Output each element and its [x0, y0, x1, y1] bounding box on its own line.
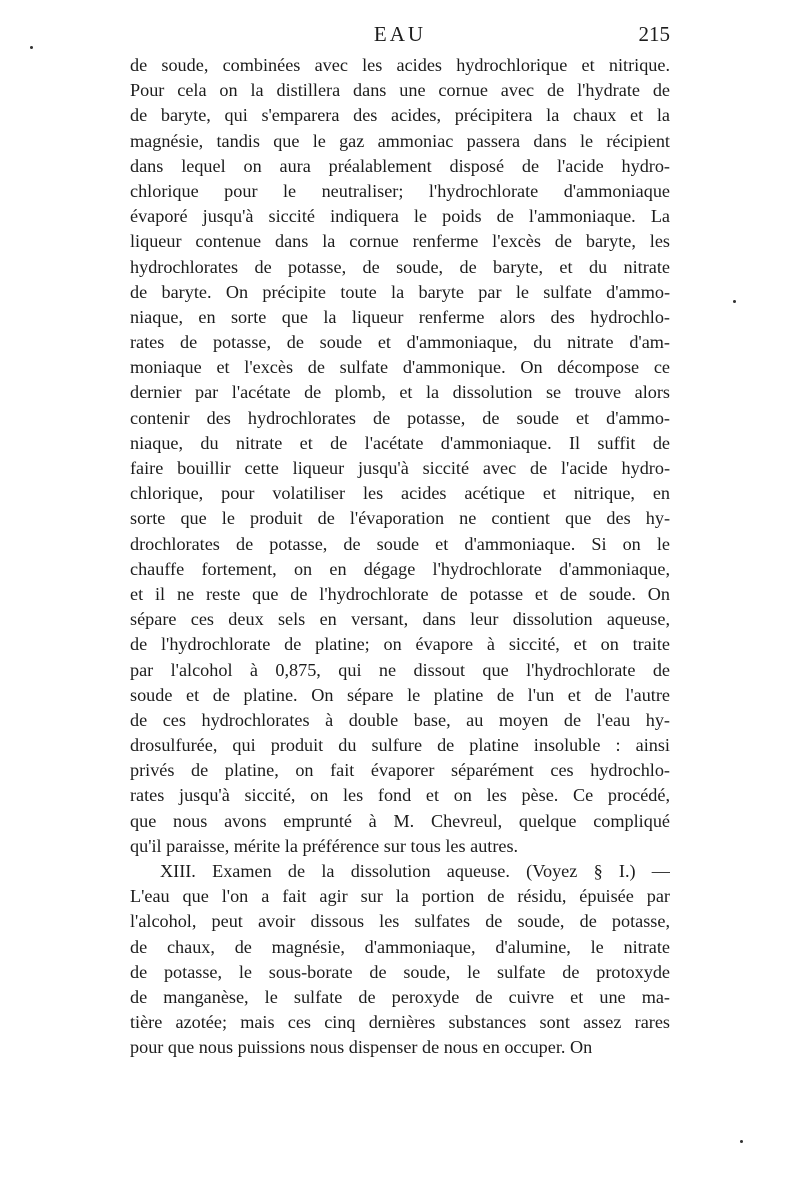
text-line: chlorique, pour volatiliser les acides acétique et nitrique, en [130, 483, 670, 504]
text-line: sorte que le produit de l'évaporation ne contient que des hy- [130, 508, 670, 529]
text-line: de l'hydrochlorate de platine; on évapore à siccité, et on traite [130, 634, 670, 655]
text-line: qu'il paraisse, mérite la préférence sur tous les autres. [130, 835, 519, 856]
text-line: de potasse, le sous-borate de soude, le sulfate de protoxyde [130, 961, 670, 982]
page-number: 215 [638, 22, 670, 46]
text-line: de ces hydrochlorates à double base, au moyen de l'eau hy- [130, 709, 670, 730]
scan-speck [733, 300, 736, 303]
body-text [130, 53, 670, 1061]
text-line: soude et de platine. On sépare le platine de l'un et de l'autre [130, 684, 670, 705]
text-line: hydrochlorates de potasse, de soude, de baryte, et du nitrate [130, 256, 670, 277]
text-line: sépare ces deux sels en versant, dans leur dissolution aqueuse, [130, 609, 670, 630]
text-line: contenir des hydrochlorates de potasse, de soude et d'ammo- [130, 407, 670, 428]
text-line: et il ne reste que de l'hydrochlorate de potasse et de soude. On [130, 583, 670, 604]
paragraph-analysis [130, 53, 670, 859]
text-line: évaporé jusqu'à siccité indiquera le poids de l'ammoniaque. La [130, 206, 670, 227]
text-line: faire bouillir cette liqueur jusqu'à siccité avec de l'acide hydro- [130, 458, 670, 478]
text-line: liqueur contenue dans la cornue renferme l'excès de baryte, les [130, 231, 670, 252]
page-header [130, 22, 670, 52]
text-line: rates jusqu'à siccité, on les fond et on les pèse. Ce procédé, [130, 785, 670, 806]
scan-speck [740, 1140, 743, 1143]
text-line: de baryte. On précipite toute la baryte par le sulfate d'ammo- [130, 281, 670, 302]
text-line: chauffe fortement, on en dégage l'hydrochlorate d'ammoniaque, [130, 558, 670, 579]
text-line: l'alcohol, peut avoir dissous les sulfates de soude, de potasse, [130, 911, 670, 932]
text-line: drochlorates de potasse, de soude et d'ammoniaque. Si on le [130, 533, 670, 554]
text-line: privés de platine, on fait évaporer séparément ces hydrochlo- [130, 760, 670, 781]
text-line: dans lequel on aura préalablement disposé de l'acide hydro- [130, 155, 670, 176]
text-line: drosulfurée, qui produit du sulfure de platine insoluble : ainsi [130, 735, 670, 756]
text-line: par l'alcohol à 0,875, qui ne dissout que l'hydrochlorate de [130, 659, 670, 680]
text-line: niaque, du nitrate et de l'acétate d'ammoniaque. Il suffit de [130, 432, 670, 453]
text-line: pour que nous puissions nous dispenser de nous en occuper. On [130, 1037, 593, 1058]
text-line: que nous avons emprunté à M. Chevreul, quelque compliqué [130, 810, 670, 831]
running-title: EAU [373, 22, 427, 46]
text-line: moniaque et l'excès de sulfate d'ammonique. On décompose ce [130, 357, 670, 378]
text-line: magnésie, tandis que le gaz ammoniac passera dans le récipient [130, 130, 670, 151]
text-line: de chaux, de magnésie, d'ammoniaque, d'alumine, le nitrate [130, 936, 670, 957]
text-line: chlorique pour le neutraliser; l'hydrochlorate d'ammoniaque [130, 180, 670, 201]
text-line: de baryte, qui s'emparera des acides, précipitera la chaux et la [130, 105, 670, 126]
text-line: tière azotée; mais ces cinq dernières substances sont assez rares [130, 1012, 670, 1033]
text-line: de manganèse, le sulfate de peroxyde de cuivre et une ma- [130, 986, 670, 1007]
text-line: niaque, en sorte que la liqueur renferme alors des hydrochlo- [130, 306, 670, 327]
text-line: XIII. Examen de la dissolution aqueuse. (Voyez § I.) — [160, 861, 670, 881]
text-line: L'eau que l'on a fait agir sur la portion de résidu, épuisée par [130, 886, 670, 907]
text-line: rates de potasse, de soude et d'ammoniaque, du nitrate d'am- [130, 332, 670, 353]
text-line: de soude, combinées avec les acides hydrochlorique et nitrique. [130, 55, 670, 75]
scan-speck [30, 46, 33, 49]
text-line: dernier par l'acétate de plomb, et la dissolution se trouve alors [130, 382, 670, 403]
paragraph-section-xiii [130, 859, 670, 1061]
text-line: Pour cela on la distillera dans une cornue avec de l'hydrate de [130, 80, 670, 101]
